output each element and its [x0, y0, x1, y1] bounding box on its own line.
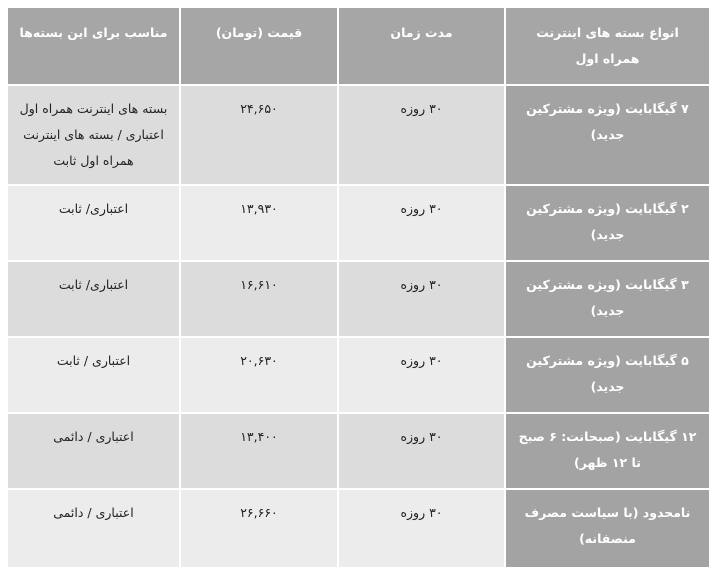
package-duration: ۳۰ روزه	[338, 337, 505, 413]
package-duration: ۳۰ روزه	[338, 85, 505, 185]
header-price: قیمت (تومان)	[180, 7, 338, 85]
table-row	[7, 413, 710, 489]
package-price: ۲۴,۶۵۰	[180, 85, 338, 185]
package-price: ۱۳,۹۳۰	[180, 185, 338, 261]
package-price: ۱۶,۶۱۰	[180, 261, 338, 337]
package-name: ۱۲ گیگابایت (صبحانت: ۶ صبح تا ۱۲ ظهر)	[505, 413, 710, 489]
table-row	[7, 489, 710, 568]
package-name: ۵ گیگابایت (ویژه مشترکین جدید)	[505, 337, 710, 413]
package-name: ۳ گیگابایت (ویژه مشترکین جدید)	[505, 261, 710, 337]
header-row	[7, 7, 710, 85]
package-suitable: اعتباری / دائمی	[7, 413, 180, 489]
package-suitable: اعتباری / ثابت	[7, 337, 180, 413]
table-row	[7, 337, 710, 413]
package-price: ۱۳,۴۰۰	[180, 413, 338, 489]
package-name: ۲ گیگابایت (ویژه مشترکین جدید)	[505, 185, 710, 261]
package-duration: ۳۰ روزه	[338, 489, 505, 568]
header-package-type: انواع بسته های اینترنت همراه اول	[505, 7, 710, 85]
package-suitable: اعتباری/ ثابت	[7, 261, 180, 337]
package-duration: ۳۰ روزه	[338, 413, 505, 489]
package-suitable: اعتباری/ ثابت	[7, 185, 180, 261]
package-price: ۲۶,۶۶۰	[180, 489, 338, 568]
table-row	[7, 85, 710, 185]
header-duration: مدت زمان	[338, 7, 505, 85]
package-duration: ۳۰ روزه	[338, 261, 505, 337]
package-suitable: اعتباری / دائمی	[7, 489, 180, 568]
header-suitable-for: مناسب برای این بسته‌ها	[7, 7, 180, 85]
table-row	[7, 261, 710, 337]
package-name: ۷ گیگابایت (ویژه مشترکین جدید)	[505, 85, 710, 185]
package-suitable: بسته های اینترنت همراه اول اعتباری / بسته های اینترنت همراه اول ثابت	[7, 85, 180, 185]
package-duration: ۳۰ روزه	[338, 185, 505, 261]
package-name: نامحدود (با سیاست مصرف منصفانه)	[505, 489, 710, 568]
table-row	[7, 185, 710, 261]
internet-packages-table	[6, 6, 711, 569]
package-price: ۲۰,۶۳۰	[180, 337, 338, 413]
